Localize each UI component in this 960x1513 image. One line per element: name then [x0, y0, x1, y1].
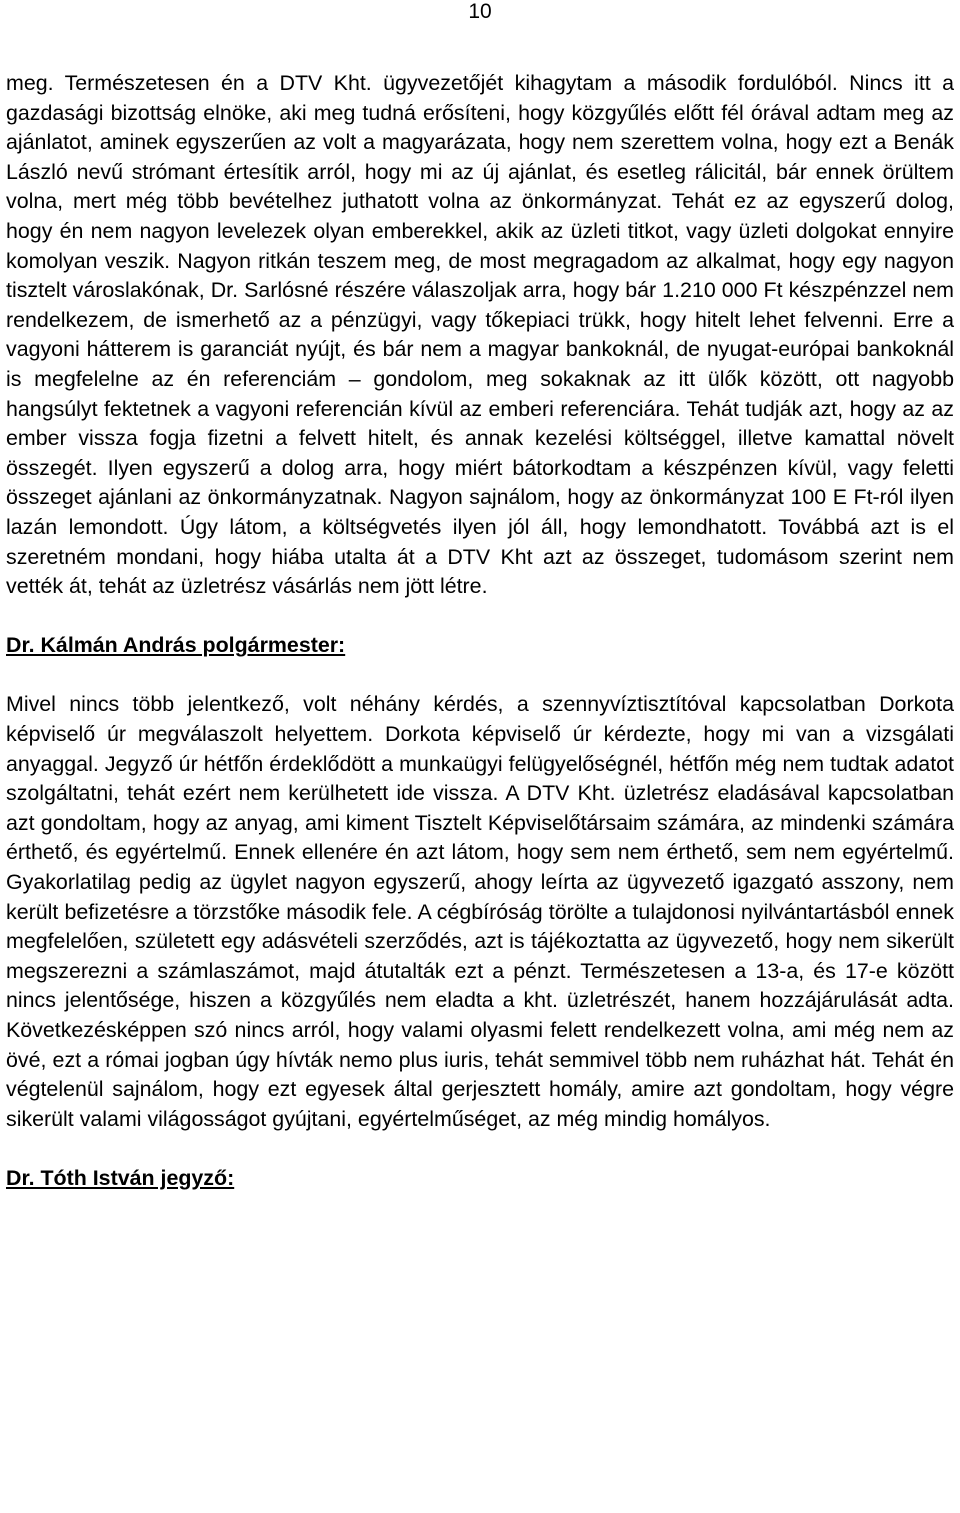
speaker-heading-notary: Dr. Tóth István jegyző:: [6, 1165, 235, 1190]
page-number: 10: [468, 0, 492, 23]
paragraph-gap: [6, 1134, 954, 1164]
paragraph-2: Mivel nincs több jelentkező, volt néhány kérdés, a szennyvíztisztítóval kapcsolatban Dorkota képviselő úr megválaszolt helyettem. Dorkota képviselő úr kérdezte, hogy mi van a vizsgálati anyaggal. Jegyző úr hétfőn érdeklődött a munkaügyi felügyelőségnél, hétfőn még nem tudtak adatot szolgáltatni, tehát ezért nem kerülhetett ide vissza. A DTV Kht. üzletrész eladásával kapcsolatban azt gondoltam, hogy az anyag, ami kiment Tisztelt Képviselőtársaim számára, az mindenki számára érthető, és egyértelmű. Ennek ellenére én azt látom, hogy sem nem érthető, sem nem egyértelmű. Gyakorlatilag pedig az ügylet nagyon egyszerű, ahogy leírta az ügyvezető igazgató asszony, nem került befizetésre a törzstőke második fele. A cégbíróság törölte a tulajdonosi nyilvántartásból ennek megfelelően, született egy adásvételi szerződés, azt is tájékoztatta az ügyvezető, hogy nem sikerült megszerezni a számlaszámot, majd átutalták ezt a pénzt. Természetesen a 13-a, és 17-e között nincs jelentősége, hiszen a közgyűlés nem eladta a kht. üzletrészét, hanem hozzájárulását adta. Következésképpen szó nincs arról, hogy valami olyasmi felett rendelkezett volna, ami még nem az övé, ezt a római jogban úgy hívták nemo plus iuris, tehát semmivel több nem ruházhat hát. Tehát én végtelenül sajnálom, hogy ezt egyesek által gerjesztett homály, amire azt gondoltam, hogy végre sikerült valami világosságot gyújtani, egyértelműséget, az még mindig homályos.: [6, 692, 954, 1131]
paragraph-gap: [6, 602, 954, 632]
document-body: [6, 69, 954, 1194]
paragraph-1: meg. Természetesen én a DTV Kht. ügyvezetőjét kihagytam a második fordulóból. Nincs itt a gazdasági bizottság elnöke, aki meg tudná erősíteni, hogy közgyűlés előtt fél órával adtam meg az ajánlatot, aminek egyszerűen az volt a magyarázata, hogy nem szerettem volna, hogy ezt a Benák László nevű strómant értesítik arról, hogy mi az új ajánlat, és esetleg rálicitál, bár ennek örültem volna, mert még több bevételhez juthatott volna az önkormányzat. Tehát ez az egyszerű dolog, hogy én nem nagyon levelezek olyan emberekkel, akik az üzleti titkot, vagy üzleti dolgokat ennyire komolyan veszik. Nagyon ritkán teszem meg, de most megragadom az alkalmat, hogy egy nagyon tisztelt városlakónak, Dr. Sarlósné részére válaszoljak arra, hogy bár 1.210 000 Ft készpénzzel nem rendelkezem, de ismerhető az a pénzügyi, vagy tőkepiaci trükk, hogy hitelt lehet felvenni. Erre a vagyoni hátterem is garanciát nyújt, és bár nem a magyar bankoknál, de nyugat-európai bankoknál is megfelelne az én referenciám – gondolom, meg sokaknak az itt ülők között, ott nagyobb hangsúlyt fektetnek a vagyoni referencián kívül az emberi referenciára. Tehát tudják azt, hogy az az ember vissza fogja fizetni a felvett hitelt, és annak kezelési költséggel, illetve kamattal növelt összegét. Ilyen egyszerű a dolog arra, hogy miért bátorkodtam a készpénzen kívül, vagy feletti összeget ajánlani az önkormányzatnak. Nagyon sajnálom, hogy az önkormányzat 100 E Ft-ról ilyen lazán lemondott. Úgy látom, a költségvetés ilyen jól áll, hogy lemondhatott. Továbbá azt is el szeretném mondani, hogy hiába utalta át a DTV Kht azt az összeget, tudomásom szerint nem vették át, tehát az üzletrész vásárlás nem jött létre.: [6, 71, 954, 599]
paragraph-gap: [6, 661, 954, 691]
speaker-heading-mayor: Dr. Kálmán András polgármester:: [6, 633, 346, 658]
